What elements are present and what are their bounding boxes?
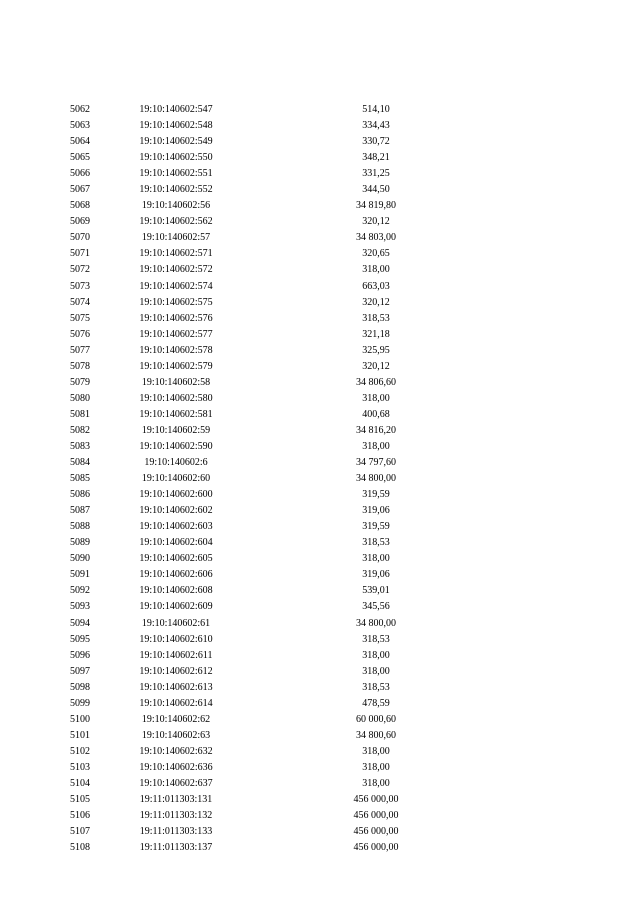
cadastral-number: 19:10:140602:548 [139, 120, 213, 132]
value-cell: 320,12 [362, 216, 390, 228]
row-number: 5072 [70, 264, 90, 276]
cadastral-number: 19:10:140602:590 [139, 440, 213, 452]
cadastral-number: 19:10:140602:580 [139, 392, 213, 404]
cadastral-number: 19:11:011303:133 [139, 826, 213, 838]
value-cell: 456 000,00 [353, 794, 399, 806]
value-cell: 34 819,80 [356, 200, 396, 212]
table-row [0, 567, 640, 583]
table-row [0, 214, 640, 230]
row-number: 5106 [70, 810, 90, 822]
cadastral-number: 19:10:140602:6 [144, 457, 208, 469]
row-number: 5074 [70, 296, 90, 308]
row-number: 5108 [70, 842, 90, 854]
row-number: 5099 [70, 697, 90, 709]
table-row [0, 824, 640, 840]
value-cell: 345,56 [362, 601, 390, 613]
table-row [0, 840, 640, 856]
value-cell: 318,53 [362, 312, 390, 324]
value-cell: 319,59 [362, 521, 390, 533]
cadastral-number: 19:10:140602:549 [139, 136, 213, 148]
table-row [0, 439, 640, 455]
row-number: 5078 [70, 360, 90, 372]
cadastral-number: 19:10:140602:562 [139, 216, 213, 228]
table-row [0, 455, 640, 471]
value-cell: 60 000,60 [356, 713, 396, 725]
value-cell: 318,00 [362, 777, 390, 789]
value-cell: 456 000,00 [353, 826, 399, 838]
cadastral-number: 19:10:140602:572 [139, 264, 213, 276]
value-cell: 34 800,00 [356, 473, 396, 485]
table-row [0, 198, 640, 214]
cadastral-number: 19:10:140602:602 [139, 505, 213, 517]
cadastral-number: 19:10:140602:62 [141, 713, 211, 725]
row-number: 5091 [70, 569, 90, 581]
cadastral-number: 19:10:140602:552 [139, 184, 213, 196]
value-cell: 318,00 [362, 665, 390, 677]
table-row [0, 423, 640, 439]
cadastral-number: 19:10:140602:604 [139, 537, 213, 549]
value-cell: 318,00 [362, 761, 390, 773]
value-cell: 334,43 [362, 120, 390, 132]
row-number: 5075 [70, 312, 90, 324]
table-row [0, 134, 640, 150]
value-cell: 320,12 [362, 360, 390, 372]
row-number: 5080 [70, 392, 90, 404]
row-number: 5107 [70, 826, 90, 838]
row-number: 5083 [70, 440, 90, 452]
table-row [0, 375, 640, 391]
cadastral-number: 19:10:140602:610 [139, 633, 213, 645]
table-row [0, 407, 640, 423]
table-row [0, 279, 640, 295]
value-cell: 318,00 [362, 440, 390, 452]
cadastral-number: 19:10:140602:61 [141, 617, 211, 629]
table-row [0, 471, 640, 487]
cadastral-number: 19:10:140602:606 [139, 569, 213, 581]
table-row [0, 519, 640, 535]
value-cell: 348,21 [362, 152, 390, 164]
cadastral-number: 19:10:140602:605 [139, 553, 213, 565]
table-row [0, 182, 640, 198]
row-number: 5098 [70, 681, 90, 693]
cadastral-number: 19:10:140602:600 [139, 489, 213, 501]
table-row [0, 503, 640, 519]
value-cell: 34 806,60 [356, 376, 396, 388]
table-row [0, 118, 640, 134]
value-cell: 318,00 [362, 553, 390, 565]
table-row [0, 311, 640, 327]
table-row [0, 664, 640, 680]
table-row [0, 808, 640, 824]
table-row [0, 632, 640, 648]
table-row [0, 535, 640, 551]
value-cell: 319,06 [362, 569, 390, 581]
value-cell: 318,00 [362, 649, 390, 661]
row-number: 5068 [70, 200, 90, 212]
table-row [0, 327, 640, 343]
value-cell: 325,95 [362, 344, 390, 356]
row-number: 5104 [70, 777, 90, 789]
table-row [0, 295, 640, 311]
row-number: 5082 [70, 424, 90, 436]
cadastral-number: 19:10:140602:574 [139, 280, 213, 292]
row-number: 5062 [70, 104, 90, 115]
table-row [0, 391, 640, 407]
cadastral-number: 19:10:140602:603 [139, 521, 213, 533]
table-row [0, 760, 640, 776]
value-cell: 400,68 [362, 408, 390, 420]
cadastral-number: 19:11:011303:137 [139, 842, 213, 854]
cadastral-number: 19:10:140602:59 [141, 424, 211, 436]
table-row [0, 262, 640, 278]
value-cell: 34 797,60 [356, 457, 396, 469]
value-cell: 663,03 [362, 280, 390, 292]
table-row [0, 150, 640, 166]
value-cell: 319,06 [362, 505, 390, 517]
row-number: 5063 [70, 120, 90, 132]
row-number: 5071 [70, 248, 90, 260]
row-number: 5069 [70, 216, 90, 228]
row-number: 5096 [70, 649, 90, 661]
value-cell: 344,50 [362, 184, 390, 196]
cadastral-number: 19:10:140602:63 [141, 729, 211, 741]
value-cell: 318,00 [362, 392, 390, 404]
cadastral-number: 19:10:140602:581 [139, 408, 213, 420]
table-row [0, 551, 640, 567]
cadastral-number: 19:10:140602:637 [139, 777, 213, 789]
row-number: 5105 [70, 794, 90, 806]
row-number: 5064 [70, 136, 90, 148]
row-number: 5081 [70, 408, 90, 420]
table-row [0, 487, 640, 503]
value-cell: 320,65 [362, 248, 390, 260]
table-row [0, 696, 640, 712]
value-cell: 34 803,00 [356, 232, 396, 244]
row-number: 5084 [70, 457, 90, 469]
cadastral-number: 19:10:140602:632 [139, 745, 213, 757]
table-row [0, 744, 640, 760]
row-number: 5097 [70, 665, 90, 677]
value-cell: 318,53 [362, 537, 390, 549]
cadastral-number: 19:10:140602:550 [139, 152, 213, 164]
value-cell: 539,01 [362, 585, 390, 597]
row-number: 5066 [70, 168, 90, 180]
cadastral-number: 19:10:140602:575 [139, 296, 213, 308]
value-cell: 318,00 [362, 264, 390, 276]
row-number: 5067 [70, 184, 90, 196]
table-row [0, 230, 640, 246]
value-cell: 478,59 [362, 697, 390, 709]
cadastral-number: 19:10:140602:579 [139, 360, 213, 372]
row-number: 5089 [70, 537, 90, 549]
cadastral-number: 19:10:140602:614 [139, 697, 213, 709]
value-cell: 34 800,00 [356, 617, 396, 629]
row-number: 5092 [70, 585, 90, 597]
cadastral-number: 19:10:140602:613 [139, 681, 213, 693]
row-number: 5086 [70, 489, 90, 501]
value-cell: 456 000,00 [353, 810, 399, 822]
cadastral-number: 19:10:140602:636 [139, 761, 213, 773]
table-row [0, 599, 640, 615]
table-row [0, 792, 640, 808]
row-number: 5070 [70, 232, 90, 244]
table-row [0, 648, 640, 664]
table-row [0, 728, 640, 744]
row-number: 5095 [70, 633, 90, 645]
value-cell: 456 000,00 [353, 842, 399, 854]
row-number: 5094 [70, 617, 90, 629]
table-row [0, 343, 640, 359]
cadastral-number: 19:10:140602:612 [139, 665, 213, 677]
cadastral-number: 19:10:140602:547 [139, 104, 213, 115]
row-number: 5085 [70, 473, 90, 485]
value-cell: 318,00 [362, 745, 390, 757]
cadastral-number: 19:10:140602:611 [139, 649, 213, 661]
row-number: 5088 [70, 521, 90, 533]
cadastral-number: 19:11:011303:131 [139, 794, 213, 806]
row-number: 5087 [70, 505, 90, 517]
table-row [0, 712, 640, 728]
table-row [0, 680, 640, 696]
cadastral-number: 19:10:140602:609 [139, 601, 213, 613]
cadastral-number: 19:11:011303:132 [139, 810, 213, 822]
value-cell: 330,72 [362, 136, 390, 148]
table-row [0, 583, 640, 599]
row-number: 5090 [70, 553, 90, 565]
value-cell: 318,53 [362, 633, 390, 645]
cadastral-number: 19:10:140602:60 [141, 473, 211, 485]
value-cell: 34 816,20 [356, 424, 396, 436]
row-number: 5103 [70, 761, 90, 773]
cadastral-number: 19:10:140602:56 [141, 200, 211, 212]
cadastral-number: 19:10:140602:57 [141, 232, 211, 244]
row-number: 5077 [70, 344, 90, 356]
value-cell: 318,53 [362, 681, 390, 693]
row-number: 5076 [70, 328, 90, 340]
value-cell: 514,10 [362, 104, 390, 115]
value-cell: 331,25 [362, 168, 390, 180]
row-number: 5100 [70, 713, 90, 725]
row-number: 5079 [70, 376, 90, 388]
table-row [0, 776, 640, 792]
cadastral-number: 19:10:140602:571 [139, 248, 213, 260]
cadastral-number: 19:10:140602:58 [141, 376, 211, 388]
row-number: 5073 [70, 280, 90, 292]
row-number: 5093 [70, 601, 90, 613]
row-number: 5101 [70, 729, 90, 741]
value-cell: 34 800,60 [356, 729, 396, 741]
cadastral-number: 19:10:140602:577 [139, 328, 213, 340]
value-cell: 321,18 [362, 328, 390, 340]
row-number: 5065 [70, 152, 90, 164]
table-row [0, 102, 640, 118]
cadastral-number: 19:10:140602:578 [139, 344, 213, 356]
data-table [0, 102, 640, 856]
cadastral-number: 19:10:140602:576 [139, 312, 213, 324]
table-row [0, 246, 640, 262]
value-cell: 320,12 [362, 296, 390, 308]
table-row [0, 359, 640, 375]
cadastral-number: 19:10:140602:551 [139, 168, 213, 180]
table-row [0, 616, 640, 632]
value-cell: 319,59 [362, 489, 390, 501]
table-row [0, 166, 640, 182]
cadastral-number: 19:10:140602:608 [139, 585, 213, 597]
row-number: 5102 [70, 745, 90, 757]
